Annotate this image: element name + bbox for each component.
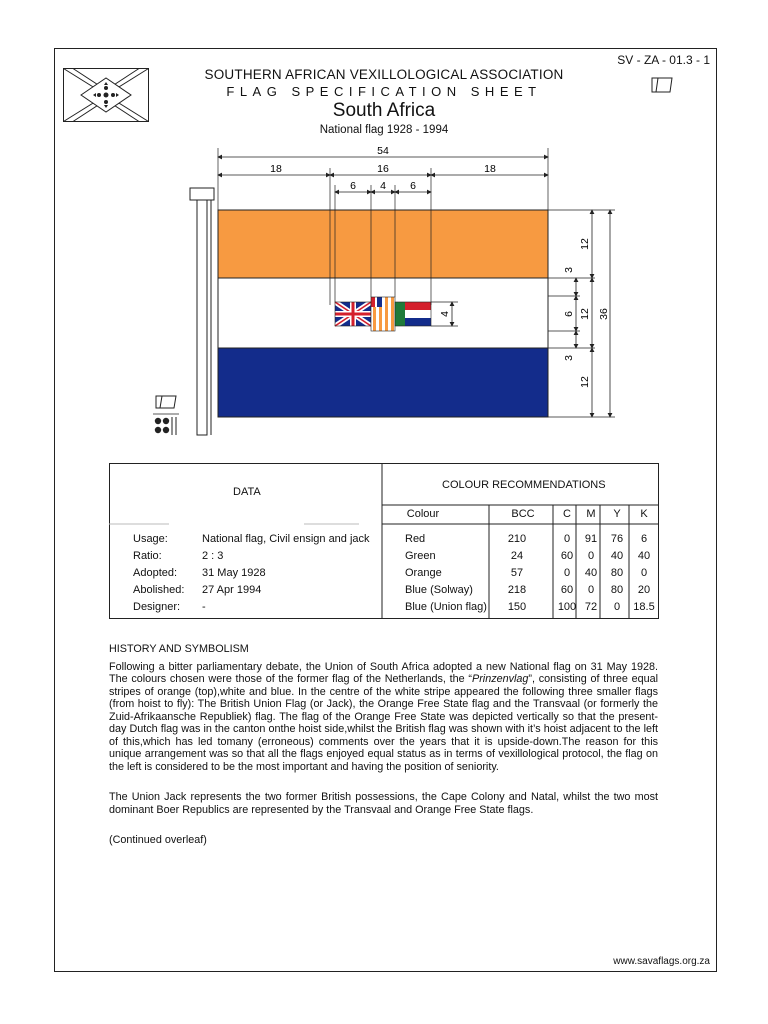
cell-m: 40 — [584, 567, 598, 579]
association-name: SOUTHERN AFRICAN VEXILLOLOGICAL ASSOCIATION — [204, 67, 564, 82]
cell-m: 72 — [584, 601, 598, 613]
cell-y: 40 — [610, 550, 624, 562]
dim-center: 16 — [377, 163, 389, 175]
sheet-title: FLAG SPECIFICATION SHEET — [226, 84, 542, 99]
country-name: South Africa — [332, 100, 436, 121]
dim-inner-right: 6 — [410, 180, 416, 192]
cell-k: 18.5 — [633, 601, 655, 613]
dim-left: 18 — [270, 163, 282, 175]
cell-c: 100 — [557, 601, 577, 613]
dim-inner-center: 4 — [380, 180, 386, 192]
dim-total-width: 54 — [377, 145, 389, 157]
cell-value: 31 May 1928 — [202, 567, 266, 579]
flag-subtitle: National flag 1928 - 1994 — [319, 124, 449, 136]
cell-bcc: 218 — [507, 584, 527, 596]
dim-stripe1: 12 — [579, 238, 591, 250]
history-p1-b: ”, consisting of three equal stripes of orange (top),white and blue. In the centre of the white stripe appeared the following three smaller flags (from hoist to fly): The British Union Flag (or Jack), the Orange Free State flag and the Transvaal (or formerly the Zuid-Afrikaansche Republiek) flag. The flag of the Orange Free State was depicted vertically so that the present-day Dutch flag was in the canton onthe hoist side,whilst the British flag was shown with it’s hoist adjacent to the left of this,which has led tomany (erroneous) comments over the years that it is upside-down.The reason for this unique arrangement was so that all the flags enjoyed equal status as in terms of vexillological protocol, the flag on the left is considered to be the most important and having the position of seniority. — [109, 673, 658, 773]
usage-symbols-icon — [153, 393, 179, 437]
dim-gap2: 3 — [563, 355, 575, 361]
sheet-reference: SV - ZA - 01.3 - 1 — [617, 53, 710, 67]
column-header: K — [640, 508, 648, 520]
cell-bcc: 57 — [510, 567, 524, 579]
cell-colour: Orange — [405, 567, 442, 579]
orange-free-state-flag — [371, 297, 395, 331]
cell-value: 2 : 3 — [202, 550, 224, 562]
data-heading: DATA — [233, 486, 261, 498]
cell-label: Designer: — [133, 601, 181, 613]
dim-right: 18 — [484, 163, 496, 175]
column-header: C — [563, 508, 571, 520]
cell-c: 0 — [563, 567, 571, 579]
column-header: M — [586, 508, 596, 520]
dim-mid: 6 — [563, 311, 575, 317]
column-header: Y — [613, 508, 621, 520]
cell-y: 0 — [613, 601, 621, 613]
history-title: HISTORY AND SYMBOLISM — [109, 643, 249, 655]
dim-inner-left: 6 — [350, 180, 356, 192]
cell-label: Ratio: — [133, 550, 162, 562]
column-header: BCC — [511, 508, 535, 520]
cell-m: 0 — [587, 584, 595, 596]
cell-colour: Blue (Solway) — [405, 584, 473, 596]
dim-stripe2: 12 — [579, 308, 591, 320]
cell-c: 0 — [563, 533, 571, 545]
cell-bcc: 150 — [507, 601, 527, 613]
dim-gap1: 3 — [563, 267, 575, 273]
continued-overleaf: (Continued overleaf) — [109, 834, 207, 846]
cell-bcc: 24 — [510, 550, 524, 562]
dim-stripe3: 12 — [579, 376, 591, 388]
cell-m: 91 — [584, 533, 598, 545]
flagpole — [197, 200, 207, 435]
cell-c: 60 — [560, 584, 574, 596]
cell-colour: Green — [405, 550, 436, 562]
cell-label: Usage: — [133, 533, 168, 545]
cell-label: Abolished: — [133, 584, 185, 596]
cell-y: 80 — [610, 584, 624, 596]
dim-small-flag-height: 4 — [439, 311, 451, 317]
cell-label: Adopted: — [133, 567, 178, 579]
cell-value: National flag, Civil ensign and jack — [202, 533, 370, 545]
history-p1-a: Following a bitter parliamentary debate, the Union of South Africa adopted a new National flag on 31 May 1928. The colours chosen were those of the former flag of the Netherlands, the “ — [109, 660, 658, 685]
transvaal-flag — [395, 302, 431, 326]
stripe-blue — [218, 348, 548, 417]
cell-k: 40 — [637, 550, 651, 562]
history-p1-emphasis: Prinzenvlag — [472, 673, 529, 685]
history-paragraph-1 — [109, 661, 658, 774]
column-header: Colour — [406, 508, 440, 520]
cell-bcc: 210 — [507, 533, 527, 545]
pole-finial — [190, 188, 214, 200]
stripe-orange — [218, 210, 548, 278]
colour-recommendations-heading: COLOUR RECOMMENDATIONS — [442, 479, 606, 491]
history-paragraph-2: The Union Jack represents the two former British possessions, the Cape Colony and Natal, whilst the two most dominant Boer Republics are represented by the Transvaal and Orange Free State flags. — [109, 791, 658, 816]
dim-total-height: 36 — [598, 308, 610, 320]
footer-url: www.savaflags.org.za — [613, 956, 710, 967]
cell-colour: Blue (Union flag) — [405, 601, 487, 613]
flag-construction-drawing — [180, 140, 640, 450]
cell-k: 20 — [637, 584, 651, 596]
history-section — [109, 643, 658, 847]
cell-y: 80 — [610, 567, 624, 579]
cell-y: 76 — [610, 533, 624, 545]
cell-k: 6 — [640, 533, 648, 545]
union-jack-flag — [335, 302, 371, 326]
cell-value: - — [202, 601, 206, 613]
cell-m: 0 — [587, 550, 595, 562]
cell-k: 0 — [640, 567, 648, 579]
cell-c: 60 — [560, 550, 574, 562]
cell-value: 27 Apr 1994 — [202, 584, 262, 596]
cell-colour: Red — [405, 533, 426, 545]
